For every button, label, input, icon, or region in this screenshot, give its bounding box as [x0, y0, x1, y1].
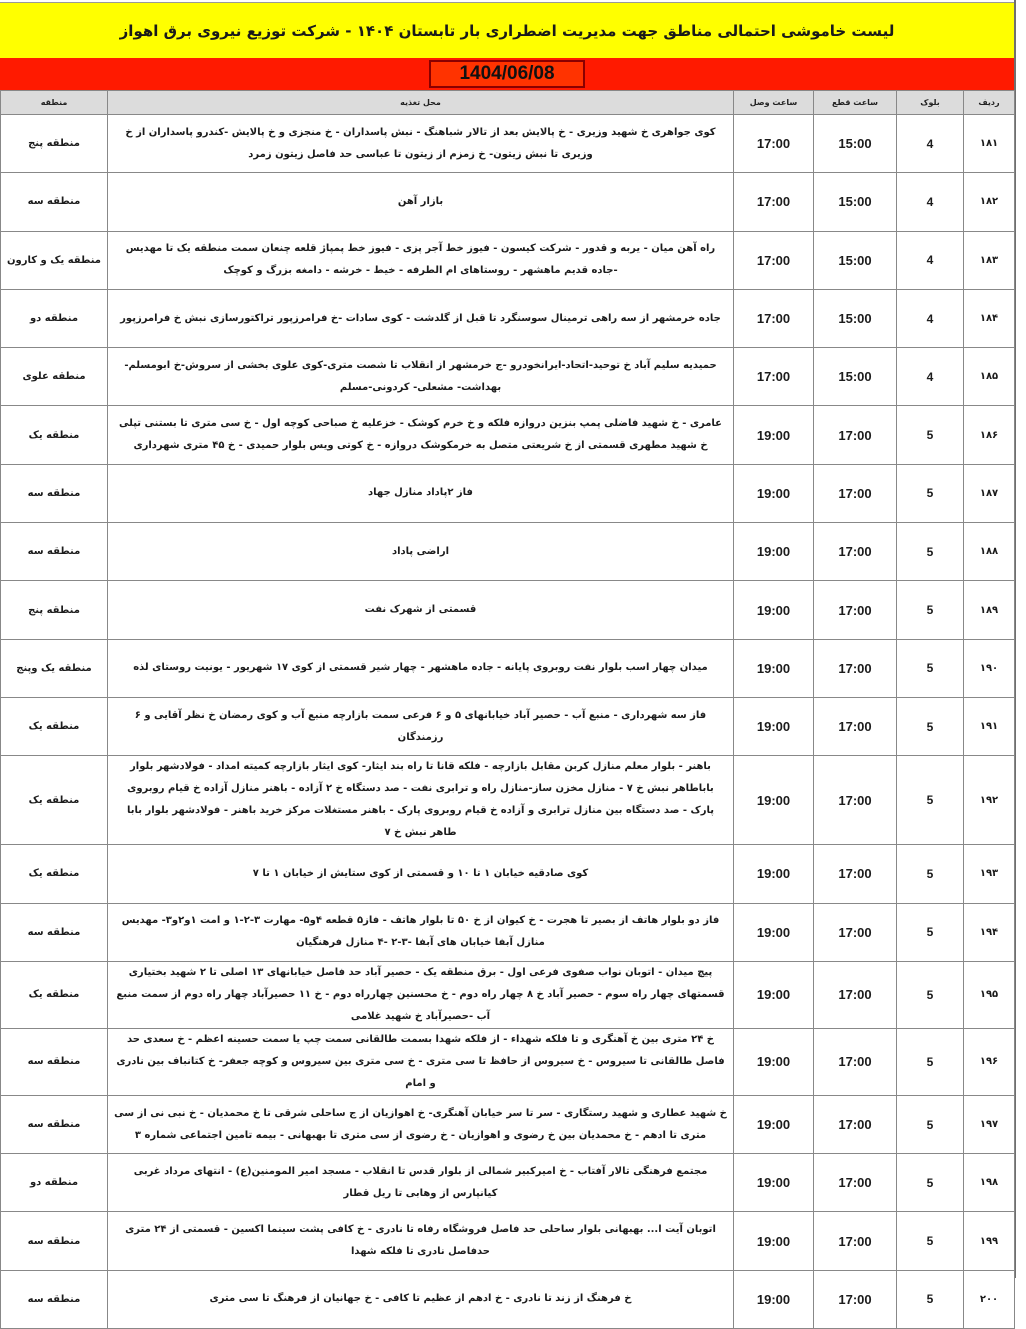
reconnect-time-cell: 19:00 — [734, 1270, 814, 1328]
header-area: محل تغذیه — [108, 91, 734, 115]
area-cell: قسمتی از شهرک نفت — [108, 581, 734, 639]
block-cell: 5 — [897, 639, 964, 697]
reconnect-time-cell: 19:00 — [734, 1212, 814, 1270]
page-title: لیست خاموشی احتمالی مناطق جهت مدیریت اضطراری بار تابستان ۱۴۰۴ - شرکت توزیع نیروی برق اهواز — [0, 2, 1014, 60]
cut-time-cell: 17:00 — [814, 961, 897, 1028]
table-row — [1, 1212, 1015, 1270]
header-row-number: ردیف — [964, 91, 1015, 115]
row-number-cell: ۱۹۳ — [964, 845, 1015, 903]
cut-time-cell: 17:00 — [814, 903, 897, 961]
region-cell: منطقه یک — [1, 406, 108, 464]
area-cell: فاز ۲پاداد منازل جهاد — [108, 464, 734, 522]
region-cell: منطقه یک وپنج — [1, 639, 108, 697]
region-cell: منطقه سه — [1, 1095, 108, 1153]
table-header-row — [1, 91, 1015, 115]
row-number-cell: ۱۸۱ — [964, 115, 1015, 173]
row-number-cell: ۱۹۰ — [964, 639, 1015, 697]
table-row — [1, 1154, 1015, 1212]
cut-time-cell: 17:00 — [814, 1095, 897, 1153]
table-row — [1, 289, 1015, 347]
reconnect-time-cell: 17:00 — [734, 173, 814, 231]
reconnect-time-cell: 19:00 — [734, 961, 814, 1028]
region-cell: منطقه یک — [1, 756, 108, 845]
block-cell: 4 — [897, 348, 964, 406]
region-cell: منطقه یک و کارون — [1, 231, 108, 289]
header-cut-time: ساعت قطع — [814, 91, 897, 115]
table-row — [1, 845, 1015, 903]
cut-time-cell: 17:00 — [814, 523, 897, 581]
block-cell: 5 — [897, 523, 964, 581]
row-number-cell: ۱۸۷ — [964, 464, 1015, 522]
area-cell: خ فرهنگ از زند تا نادری - خ ادهم از عظیم تا کافی - خ جهانیان از فرهنگ تا سی متری — [108, 1270, 734, 1328]
table-row — [1, 523, 1015, 581]
region-cell: منطقه دو — [1, 289, 108, 347]
cut-time-cell: 17:00 — [814, 756, 897, 845]
cut-time-cell: 15:00 — [814, 289, 897, 347]
area-cell: عامری - خ شهید فاضلی پمپ بنزین دروازه فلکه و خ خرم کوشک - خزعلیه خ صباحی کوچه اول - خ سی متری تا بستنی تپلی خ شهید مطهری قسمتی از خ شریعتی متصل به خرمکوشک دروازه - خ کوتی ویس بلوار حمیدی - خ ۴۵ متری شهرداری — [108, 406, 734, 464]
cut-time-cell: 17:00 — [814, 1212, 897, 1270]
area-cell: راه آهن میان - یربه و قدور - شرکت کیسون - فیوز خط آجر پزی - فیوز خط پمپاژ قلعه چنعان سمت منطقه یک تا مهدیس -جاده قدیم ماهشهر - روستاهای ام الطرفه - خیط - خرشه - دامغه بزرگ و کوچک — [108, 231, 734, 289]
table-row — [1, 756, 1015, 845]
row-number-cell: ۱۸۲ — [964, 173, 1015, 231]
block-cell: 5 — [897, 845, 964, 903]
row-number-cell: ۱۹۷ — [964, 1095, 1015, 1153]
area-cell: کوی جواهری خ شهید وزیری - خ پالایش بعد از تالار شباهنگ - نبش پاسداران - خ منجزی و خ پالایش -کندرو پاسداران از خ وزیری تا نبش زیتون- خ زمزم از زیتون تا عباسی حد فاصل زیتون زمرد — [108, 115, 734, 173]
area-cell: خ شهید عطاری و شهید رستگاری - سر تا سر خیابان آهنگری- خ اهوازیان از ج ساحلی شرقی تا خ محمدیان - خ نبی نی از سی متری تا ادهم - خ محمدیان بین خ رضوی و اهوازیان - خ رضوی از سی متری تا بهبهانی - بیمه تامین اجتماعی شماره ۳ — [108, 1095, 734, 1153]
reconnect-time-cell: 19:00 — [734, 756, 814, 845]
block-cell: 4 — [897, 173, 964, 231]
row-number-cell: ۱۸۹ — [964, 581, 1015, 639]
header-reconnect-time: ساعت وصل — [734, 91, 814, 115]
cut-time-cell: 15:00 — [814, 173, 897, 231]
cut-time-cell: 17:00 — [814, 639, 897, 697]
region-cell: منطقه سه — [1, 1270, 108, 1328]
block-cell: 4 — [897, 289, 964, 347]
block-cell: 5 — [897, 1028, 964, 1095]
cut-time-cell: 15:00 — [814, 231, 897, 289]
area-cell: بازار آهن — [108, 173, 734, 231]
cut-time-cell: 15:00 — [814, 348, 897, 406]
row-number-cell: ۱۸۶ — [964, 406, 1015, 464]
region-cell: منطقه پنج — [1, 115, 108, 173]
block-cell: 4 — [897, 231, 964, 289]
table-row — [1, 231, 1015, 289]
block-cell: 5 — [897, 1212, 964, 1270]
reconnect-time-cell: 19:00 — [734, 697, 814, 755]
row-number-cell: ۱۸۸ — [964, 523, 1015, 581]
table-row — [1, 348, 1015, 406]
region-cell: منطقه سه — [1, 903, 108, 961]
reconnect-time-cell: 19:00 — [734, 1028, 814, 1095]
block-cell: 5 — [897, 1270, 964, 1328]
reconnect-time-cell: 19:00 — [734, 464, 814, 522]
table-row — [1, 1028, 1015, 1095]
reconnect-time-cell: 19:00 — [734, 1154, 814, 1212]
cut-time-cell: 17:00 — [814, 845, 897, 903]
area-cell: حمیدیه سلیم آباد خ توحید-اتحاد-ایرانخودرو -ج خرمشهر از انقلاب تا شصت متری-کوی علوی بخشی از سروش-خ ابومسلم- بهداشت- مشعلی- کردونی-مسلم — [108, 348, 734, 406]
cut-time-cell: 15:00 — [814, 115, 897, 173]
reconnect-time-cell: 19:00 — [734, 639, 814, 697]
table-row — [1, 406, 1015, 464]
region-cell: منطقه علوی — [1, 348, 108, 406]
block-cell: 5 — [897, 1095, 964, 1153]
row-number-cell: ۲۰۰ — [964, 1270, 1015, 1328]
cut-time-cell: 17:00 — [814, 1154, 897, 1212]
region-cell: منطقه سه — [1, 523, 108, 581]
block-cell: 5 — [897, 961, 964, 1028]
header-region: منطقه — [1, 91, 108, 115]
outage-table — [0, 90, 1015, 1329]
reconnect-time-cell: 19:00 — [734, 406, 814, 464]
row-number-cell: ۱۹۸ — [964, 1154, 1015, 1212]
area-cell: باهنر - بلوار معلم منازل کربن مقابل بازارچه - فلکه قانا تا راه بند ایثار- کوی ایثار بازارچه کمیته امداد - فولادشهر بلوار باباطاهر نبش خ ۷ - منازل مخزن ساز-منازل راه و ترابری نفت - صد دستگاه خ ۲ آزاده - باهنر منازل آزاده خ قیام روبروی پارک - صد دستگاه بین منازل ترابری و آزاده خ قیام روبروی پارک - باهنر مستغلات مرکز خرید باهنر - فولادشهر بلوار بابا طاهر نبش خ ۷ — [108, 756, 734, 845]
region-cell: منطقه پنج — [1, 581, 108, 639]
date-label: 1404/06/08 — [429, 60, 584, 88]
region-cell: منطقه یک — [1, 845, 108, 903]
region-cell: منطقه سه — [1, 464, 108, 522]
reconnect-time-cell: 17:00 — [734, 115, 814, 173]
area-cell: جاده خرمشهر از سه راهی ترمینال سوسنگرد تا قبل از گلدشت - کوی سادات -خ فرامرزپور تراکتورسازی نبش خ فرامرزپور — [108, 289, 734, 347]
block-cell: 5 — [897, 406, 964, 464]
area-cell: فاز دو بلوار هاتف از بصیر تا هجرت - خ کیوان از خ ۵۰ تا بلوار هاتف - فاز۵ قطعه ۴و۵- مهارت ۳-۲-۱ و امت ۱و۲و۳- مهدیس منازل آبفا خیابان های آبفا -۳-۲ -۴ منازل فرهنگیان — [108, 903, 734, 961]
cut-time-cell: 17:00 — [814, 697, 897, 755]
cut-time-cell: 17:00 — [814, 406, 897, 464]
area-cell: کوی صادقیه خیابان ۱ تا ۱۰ و قسمتی از کوی ستایش از خیابان ۱ تا ۷ — [108, 845, 734, 903]
table-row — [1, 1270, 1015, 1328]
table-row — [1, 697, 1015, 755]
region-cell: منطقه دو — [1, 1154, 108, 1212]
table-row — [1, 173, 1015, 231]
header-block: بلوک — [897, 91, 964, 115]
block-cell: 5 — [897, 903, 964, 961]
block-cell: 5 — [897, 756, 964, 845]
reconnect-time-cell: 19:00 — [734, 581, 814, 639]
area-cell: خ ۲۴ متری بین خ آهنگری و تا فلکه شهداء - از فلکه شهدا بسمت طالقانی سمت چپ یا سمت حسینه اعظم - خ سعدی حد فاصل طالقانی تا سیروس - خ سیروس از حافظ تا سی متری - خ سی متری بین سیروس و کوچه جعفر- خ کتانباف بین نادری و امام — [108, 1028, 734, 1095]
table-row — [1, 639, 1015, 697]
table-row — [1, 581, 1015, 639]
table-row — [1, 961, 1015, 1028]
region-cell: منطقه سه — [1, 173, 108, 231]
block-cell: 5 — [897, 464, 964, 522]
reconnect-time-cell: 19:00 — [734, 845, 814, 903]
cut-time-cell: 17:00 — [814, 1270, 897, 1328]
cut-time-cell: 17:00 — [814, 581, 897, 639]
table-row — [1, 1095, 1015, 1153]
row-number-cell: ۱۸۴ — [964, 289, 1015, 347]
date-banner — [0, 58, 1014, 90]
reconnect-time-cell: 19:00 — [734, 1095, 814, 1153]
block-cell: 5 — [897, 697, 964, 755]
row-number-cell: ۱۹۹ — [964, 1212, 1015, 1270]
region-cell: منطقه یک — [1, 697, 108, 755]
area-cell: اراضی پاداد — [108, 523, 734, 581]
reconnect-time-cell: 17:00 — [734, 348, 814, 406]
row-number-cell: ۱۹۵ — [964, 961, 1015, 1028]
row-number-cell: ۱۸۵ — [964, 348, 1015, 406]
area-cell: پیچ میدان - اتوبان نواب صفوی فرعی اول - برق منطقه یک - حصیر آباد حد فاصل خیابانهای ۱۳ اصلی تا ۲ شهید بختیاری قسمتهای چهار راه سوم - حصیر آباد خ ۸ چهار راه دوم - خ محسنین چهارراه دوم - خ ۱۱ حصیرآباد چهار راه دوم از سمت منبع آب -حصیرآباد خ شهید غلامی — [108, 961, 734, 1028]
area-cell: فاز سه شهرداری - منبع آب - حصیر آباد خیابانهای ۵ و ۶ فرعی سمت بازارچه منبع آب و کوی رمضان خ نظر آقایی و ۶ رزمندگان — [108, 697, 734, 755]
block-cell: 5 — [897, 581, 964, 639]
area-cell: اتوبان آیت ا... بهبهانی بلوار ساحلی حد فاصل فروشگاه رفاه تا نادری - خ کافی پشت سینما اکسین - قسمتی از ۲۴ متری حدفاصل نادری تا فلکه شهدا — [108, 1212, 734, 1270]
area-cell: مجتمع فرهنگی تالار آفتاب - خ امیرکبیر شمالی از بلوار قدس تا انقلاب - مسجد امیر المومنین(ع) - انتهای مرداد غربی کیانپارس از وهابی تا ریل قطار — [108, 1154, 734, 1212]
block-cell: 5 — [897, 1154, 964, 1212]
reconnect-time-cell: 19:00 — [734, 903, 814, 961]
table-row — [1, 115, 1015, 173]
cut-time-cell: 17:00 — [814, 1028, 897, 1095]
block-cell: 4 — [897, 115, 964, 173]
reconnect-time-cell: 17:00 — [734, 289, 814, 347]
row-number-cell: ۱۹۴ — [964, 903, 1015, 961]
reconnect-time-cell: 19:00 — [734, 523, 814, 581]
row-number-cell: ۱۸۳ — [964, 231, 1015, 289]
row-number-cell: ۱۹۶ — [964, 1028, 1015, 1095]
region-cell: منطقه یک — [1, 961, 108, 1028]
area-cell: میدان چهار اسب بلوار نفت روبروی پایانه - جاده ماهشهر - چهار شیر قسمتی از کوی ۱۷ شهریور - یونیت روستای لذه — [108, 639, 734, 697]
reconnect-time-cell: 17:00 — [734, 231, 814, 289]
cut-time-cell: 17:00 — [814, 464, 897, 522]
region-cell: منطقه سه — [1, 1028, 108, 1095]
table-row — [1, 903, 1015, 961]
row-number-cell: ۱۹۱ — [964, 697, 1015, 755]
table-row — [1, 464, 1015, 522]
row-number-cell: ۱۹۲ — [964, 756, 1015, 845]
region-cell: منطقه سه — [1, 1212, 108, 1270]
